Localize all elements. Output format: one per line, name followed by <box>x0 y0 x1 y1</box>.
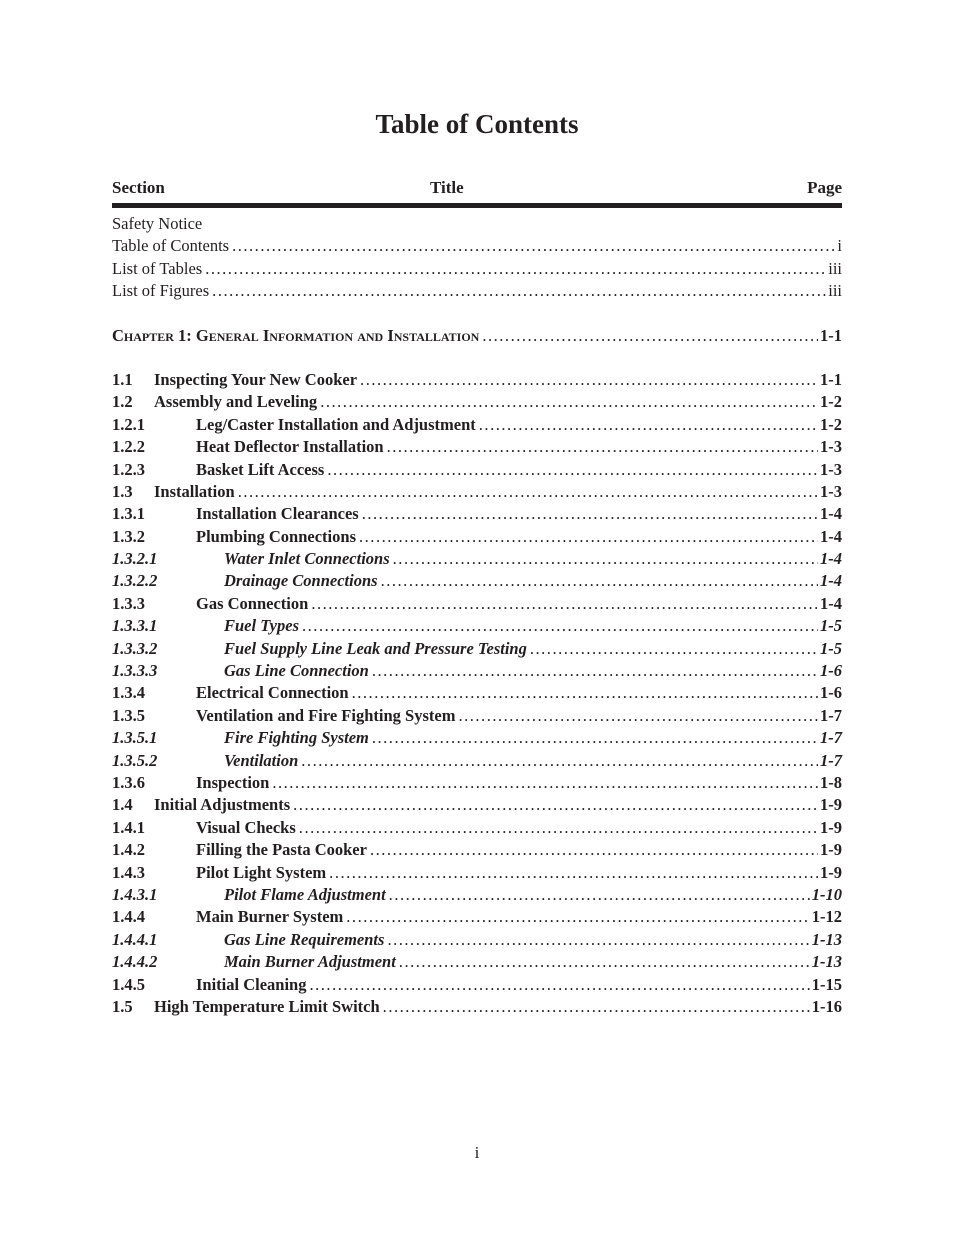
toc-entry[interactable] <box>112 660 842 682</box>
entry-page: 1-4 <box>820 549 842 569</box>
leader-dots <box>293 794 818 816</box>
toc-entry[interactable] <box>112 258 842 280</box>
entry-title: Ventilation and Fire Fighting System <box>196 705 456 725</box>
leader-dots <box>387 436 818 458</box>
leader-dots <box>346 906 809 928</box>
entry-title: Inspection <box>196 772 270 792</box>
section-number: 1.3.2.2 <box>112 571 158 591</box>
entry-page: iii <box>828 258 842 278</box>
front-matter <box>112 213 842 303</box>
chapter-entry[interactable] <box>112 325 842 347</box>
entry-page: 1-15 <box>811 974 842 994</box>
header-rule <box>112 203 842 208</box>
entry-page: 1-4 <box>820 571 842 591</box>
entry-page: 1-1 <box>820 369 842 389</box>
entry-title: Fire Fighting System <box>224 728 369 748</box>
toc-entry[interactable] <box>112 503 842 525</box>
entry-title: Main Burner Adjustment <box>224 952 396 972</box>
section-number: 1.4.5 <box>112 974 145 994</box>
entry-title: Pilot Light System <box>196 862 327 882</box>
entry-title: Installation <box>154 481 235 501</box>
entry-page: 1-2 <box>820 414 842 434</box>
entry-title: Table of Contents <box>112 236 230 256</box>
entry-title: Assembly and Leveling <box>154 392 318 412</box>
leader-dots <box>311 593 818 615</box>
toc-entry[interactable] <box>112 414 842 436</box>
section-number: 1.3.5.2 <box>112 750 158 770</box>
entry-title: Electrical Connection <box>196 683 349 703</box>
entry-title: Ventilation <box>224 750 299 770</box>
entry-title: Drainage Connections <box>224 571 378 591</box>
section-number: 1.4.1 <box>112 817 145 837</box>
leader-dots <box>387 929 809 951</box>
leader-dots <box>458 705 818 727</box>
section-number: 1.5 <box>112 996 133 1016</box>
chapter-title: Chapter 1: General Information and Installation <box>112 325 480 345</box>
entry-title: Pilot Flame Adjustment <box>224 884 386 904</box>
section-number: 1.3.5.1 <box>112 728 158 748</box>
toc-entry[interactable] <box>112 548 842 570</box>
leader-dots <box>309 974 809 996</box>
entry-page: 1-3 <box>820 459 842 479</box>
toc-entry[interactable] <box>112 951 842 973</box>
column-header-page: Page <box>807 178 842 197</box>
toc-entry[interactable] <box>112 526 842 548</box>
section-number: 1.3.3.3 <box>112 661 158 681</box>
entry-page: 1-4 <box>820 526 842 546</box>
entry-page: 1-9 <box>820 840 842 860</box>
leader-dots <box>479 414 818 436</box>
toc-entry[interactable] <box>112 772 842 794</box>
entry-page: 1-4 <box>820 593 842 613</box>
entry-page: 1-6 <box>820 683 842 703</box>
entry-title: Fuel Supply Line Leak and Pressure Testing <box>224 638 527 658</box>
toc-entry[interactable] <box>112 839 842 861</box>
toc-entry[interactable] <box>112 235 842 257</box>
column-header-title: Title <box>430 178 464 197</box>
entry-title: Plumbing Connections <box>196 526 356 546</box>
toc-entry[interactable] <box>112 929 842 951</box>
entry-title: Visual Checks <box>196 817 296 837</box>
toc-entry[interactable] <box>112 615 842 637</box>
entry-page: 1-13 <box>811 952 842 972</box>
toc-entry[interactable] <box>112 817 842 839</box>
entry-page: 1-12 <box>811 907 842 927</box>
toc-entry[interactable] <box>112 593 842 615</box>
leader-dots <box>482 325 818 347</box>
leader-dots <box>301 750 818 772</box>
entry-page: 1-9 <box>820 817 842 837</box>
toc-entry[interactable] <box>112 705 842 727</box>
entry-title: Filling the Pasta Cooker <box>196 840 367 860</box>
entry-page: iii <box>828 281 842 301</box>
section-number: 1.2 <box>112 392 133 412</box>
toc-entry[interactable] <box>112 481 842 503</box>
entry-page: 1-16 <box>811 996 842 1016</box>
entry-title: Safety Notice <box>112 214 203 233</box>
entry-page: 1-9 <box>820 862 842 882</box>
leader-dots <box>329 862 818 884</box>
leader-dots <box>389 884 810 906</box>
leader-dots <box>383 996 810 1018</box>
toc-entry[interactable] <box>112 974 842 996</box>
section-number: 1.4.4.2 <box>112 952 158 972</box>
toc-entry[interactable] <box>112 570 842 592</box>
column-header-section: Section <box>112 178 165 197</box>
section-number: 1.3.4 <box>112 683 145 703</box>
leader-dots <box>530 638 818 660</box>
section-number: 1.3 <box>112 481 133 501</box>
entry-page: 1-8 <box>820 772 842 792</box>
section-number: 1.3.5 <box>112 705 145 725</box>
leader-dots <box>372 660 818 682</box>
entry-page: 1-7 <box>820 728 842 748</box>
toc-entry[interactable] <box>112 459 842 481</box>
toc-list <box>112 213 842 1018</box>
leader-dots <box>212 280 826 302</box>
leader-dots <box>381 570 818 592</box>
entry-page: 1-5 <box>820 616 842 636</box>
entry-page: 1-7 <box>820 705 842 725</box>
toc-entry[interactable] <box>112 727 842 749</box>
entry-page: 1-6 <box>820 661 842 681</box>
leader-dots <box>320 391 818 413</box>
entry-page: 1-7 <box>820 750 842 770</box>
entry-page: 1-4 <box>820 504 842 524</box>
entry-title: Basket Lift Access <box>196 459 325 479</box>
toc-entry[interactable] <box>112 436 842 458</box>
entry-title: Initial Adjustments <box>154 795 291 815</box>
toc-entry[interactable] <box>112 369 842 391</box>
section-number: 1.3.3 <box>112 593 145 613</box>
entry-title: Initial Cleaning <box>196 974 307 994</box>
toc-entry[interactable] <box>112 391 842 413</box>
toc-entry[interactable] <box>112 996 842 1018</box>
leader-dots <box>327 459 818 481</box>
leader-dots <box>359 526 818 548</box>
section-number: 1.4.4 <box>112 907 145 927</box>
toc-entry[interactable] <box>112 862 842 884</box>
leader-dots <box>302 615 818 637</box>
section-number: 1.2.3 <box>112 459 145 479</box>
entry-title: High Temperature Limit Switch <box>154 996 380 1016</box>
toc-entry[interactable] <box>112 682 842 704</box>
section-number: 1.4.2 <box>112 840 145 860</box>
leader-dots <box>360 369 818 391</box>
section-number: 1.3.3.1 <box>112 616 158 636</box>
page-number: i <box>474 1143 480 1162</box>
section-number: 1.4 <box>112 795 133 815</box>
leader-dots <box>272 772 818 794</box>
entry-title: Gas Line Requirements <box>224 929 385 949</box>
leader-dots <box>299 817 818 839</box>
section-number: 1.4.3.1 <box>112 884 158 904</box>
entry-page: 1-9 <box>820 795 842 815</box>
section-number: 1.4.3 <box>112 862 145 882</box>
leader-dots <box>393 548 818 570</box>
entry-page: 1-3 <box>820 437 842 457</box>
toc-entry[interactable] <box>112 638 842 660</box>
entry-title: Inspecting Your New Cooker <box>154 369 358 389</box>
leader-dots <box>370 839 818 861</box>
entry-page: 1-10 <box>811 884 842 904</box>
entry-title: Installation Clearances <box>196 504 359 524</box>
section-number: 1.3.2 <box>112 526 145 546</box>
entry-title: Main Burner System <box>196 907 344 927</box>
section-number: 1.4.4.1 <box>112 929 158 949</box>
entry-page: i <box>837 236 842 256</box>
leader-dots <box>372 727 818 749</box>
entry-title: Heat Deflector Installation <box>196 437 384 457</box>
section-number: 1.1 <box>112 369 133 389</box>
toc-entry[interactable] <box>112 750 842 772</box>
entry-title: Gas Line Connection <box>224 661 369 681</box>
entry-title: List of Figures <box>112 281 210 301</box>
entry-page: 1-2 <box>820 392 842 412</box>
section-number: 1.3.2.1 <box>112 549 158 569</box>
toc-entry[interactable] <box>112 884 842 906</box>
entry-title: Leg/Caster Installation and Adjustment <box>196 414 476 434</box>
leader-dots <box>238 481 818 503</box>
leader-dots <box>232 235 835 257</box>
entry-title: Water Inlet Connections <box>224 549 390 569</box>
entry-title: Gas Connection <box>196 593 309 613</box>
leader-dots <box>205 258 826 280</box>
leader-dots <box>362 503 818 525</box>
toc-entry[interactable] <box>112 213 842 235</box>
section-number: 1.3.6 <box>112 772 145 792</box>
page-title: Table of Contents <box>375 109 579 139</box>
section-number: 1.2.1 <box>112 414 145 434</box>
leader-dots <box>352 682 818 704</box>
entry-page: 1-5 <box>820 638 842 658</box>
section-number: 1.3.1 <box>112 504 145 524</box>
entry-title: Fuel Types <box>224 616 299 636</box>
leader-dots <box>399 951 810 973</box>
toc-entry[interactable] <box>112 906 842 928</box>
section-number: 1.3.3.2 <box>112 638 158 658</box>
entry-page: 1-13 <box>811 929 842 949</box>
entry-page: 1-3 <box>820 481 842 501</box>
chapter-page: 1-1 <box>820 325 842 345</box>
toc-entry[interactable] <box>112 794 842 816</box>
toc-entry[interactable] <box>112 280 842 302</box>
section-number: 1.2.2 <box>112 437 145 457</box>
entry-title: List of Tables <box>112 258 203 278</box>
section-entries <box>112 369 842 1018</box>
